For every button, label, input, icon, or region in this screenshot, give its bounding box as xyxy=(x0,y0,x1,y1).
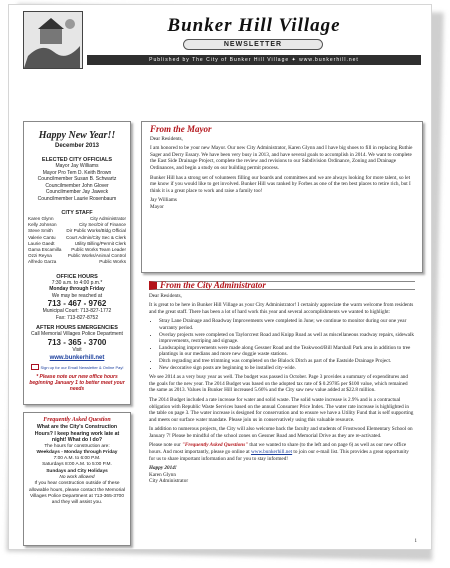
faq-question: What are the City's Construction Hours? I keep hearing work late at night! What do I do? xyxy=(34,424,120,443)
sidebar-info-box xyxy=(23,121,131,405)
hours-line: 7:30 a.m. to 4:00 p.m.* xyxy=(51,279,103,286)
administrator-letter xyxy=(141,277,423,548)
publisher-bar: Published by The City of Bunker Hill Village ✦ www.bunkerhill.net xyxy=(87,55,421,65)
staff-role: Dir Public Works/Bldg Official xyxy=(66,228,126,234)
admin-closing: Happy 2014! xyxy=(149,465,177,472)
mayor-signature-title: Mayor xyxy=(150,203,164,210)
faq-line: Sundays and City Holidays xyxy=(46,468,108,474)
website-link[interactable]: www.bunkerhill.net xyxy=(250,449,293,456)
newsletter-title: Bunker Hill Village xyxy=(167,15,341,36)
note-text: Please note our xyxy=(149,442,182,449)
list-item: • Ditch regrading and tree trimming was completed on the Blalock Ditch as part of the Eastside Drainage Project. xyxy=(159,358,415,365)
staff-name: Valerie Cantu xyxy=(28,234,56,240)
admin-paragraph xyxy=(149,442,415,462)
new-year-greeting: Happy New Year!! xyxy=(38,130,116,141)
staff-role: Public Works/Animal Control xyxy=(67,253,126,259)
accomplishment-list xyxy=(159,318,415,371)
official-item: Councilmember John Glover xyxy=(45,182,109,189)
administrator-heading: From the City Administrator xyxy=(149,281,415,290)
staff-name: Steve Smith xyxy=(28,228,53,234)
staff-role: Public Works xyxy=(99,259,126,265)
hours-note: * Please note our new office hours beginning January 1 to better meet your needs xyxy=(29,374,125,393)
emergency-heading: AFTER HOURS EMERGENCIES xyxy=(36,325,118,332)
faq-line: The hours for construction are: xyxy=(44,443,110,449)
mayor-paragraph: I am honored to be your new Mayor. Our new City Administrator, Karen Glynn and I have big shoes to fill in replacing Ruthie Sager and Derry Essary. We have been very busy in 2013, and have several goals to accomplish in 2014. We want to complete the East Side Drainage Project, complete the review and revisions to our Subdivision Ordinance, Zoning and Drainage Ordinances, and begin a study on our building permit process. xyxy=(150,145,413,171)
faq-line: Weekdays - Monday through Friday xyxy=(36,449,118,455)
list-item: • Landscaping improvements were made along Gessner Road and the Teakwood/Bill Marshall Park area in addition to tree plantings in our medians and more new doggie waste stations. xyxy=(159,345,415,358)
officials-list xyxy=(28,163,126,202)
court-phone: Municipal Court: 713-827-1772 xyxy=(42,308,112,315)
signup-link[interactable]: Sign up for our Email Newsletter & Online Pay! xyxy=(40,364,124,370)
faq-line: 7:00 A.M. to 6:00 P.M. xyxy=(53,456,101,462)
newsletter-page xyxy=(8,4,432,550)
faq-line: Saturdays 8:00 A.M. to 5:00 P.M. xyxy=(42,462,112,468)
office-hours-heading: OFFICE HOURS xyxy=(56,273,98,280)
masthead xyxy=(23,11,421,73)
admin-paragraph: It is great to be here in Bunker Hill Village as your City Administrator! I certainly appreciate the warm welcome from residents and the great staff. There has been a lot of hard work this year and several accomplishments we wanted to highlight: xyxy=(149,302,414,315)
mayor-paragraph: Bunker Hill has a strong set of volunteers filling our boards and committees and we are always looking for more talent, so let me know if you would like to get involved. Bunker Hill was ranked by Forbes as one of the ten best places to retire rich, but I think it is a great place to work and raise a family too! xyxy=(150,174,411,194)
admin-signature-title: City Administrator xyxy=(149,478,189,485)
page-number: 1 xyxy=(414,539,417,545)
mayor-salutation: Dear Residents, xyxy=(150,135,183,142)
staff-row xyxy=(28,259,126,265)
officials-heading: ELECTED CITY OFFICIALS xyxy=(41,157,113,163)
staff-name: Alfredo Garza xyxy=(28,259,57,265)
staff-name: Gama Escamilla xyxy=(28,247,62,253)
faq-box xyxy=(23,412,131,546)
hours-line: We may be reached at xyxy=(51,292,103,299)
staff-role: Public Works Team Leader xyxy=(71,247,126,253)
staff-name: Laurie Gaedt xyxy=(28,240,55,246)
sidebar xyxy=(23,121,131,546)
staff-role: Utility Billing/Permit Clerk xyxy=(74,240,126,246)
staff-role: Court Admin/City Sec & Clerk xyxy=(66,234,126,240)
faq-heading: Frequently Asked Question xyxy=(43,417,111,423)
note-text: to join our e-mail list. This provides a great opportunity for us to share important information and for you to stay informed! xyxy=(149,449,409,462)
official-item: Councilmember Susan B. Schwartz xyxy=(37,176,117,182)
note-text: that we wanted to share (to the left and on page 6) as well as our new office hours. And most importantly, please go online at xyxy=(149,442,407,456)
fax-number: Fax: 713-827-8752 xyxy=(55,314,99,321)
official-item: Councilmember Jay Jaweck xyxy=(45,189,109,195)
mayor-signature-name: Jay Williams xyxy=(150,197,177,204)
official-item: Mayor Pro Tem D. Keith Brown xyxy=(42,169,112,176)
faq-reference: "Frequently Asked Questions" xyxy=(182,442,249,449)
staff-heading: CITY STAFF xyxy=(61,210,93,216)
newsletter-signup[interactable] xyxy=(28,364,126,370)
envelope-icon xyxy=(31,364,39,370)
staff-list xyxy=(28,216,126,266)
main-phone: 713 - 467 - 9762 xyxy=(47,299,107,309)
staff-name: Kelly Johnson xyxy=(28,222,57,228)
list-item: • Overlay projects were completed on Taylorcrest Road and Knipp Road as well as miscellaneous roadway repairs, sidewalk improvements, restriping and signage. xyxy=(159,332,415,345)
official-item: Mayor Jay Williams xyxy=(55,163,99,169)
website-link[interactable]: www.bunkerhill.net xyxy=(49,355,105,362)
admin-paragraph: The 2014 Budget included a rate increase for water and solid waste. The solid waste increase is 2.9% and is a contractual obligation with Republic Waste Services based on the annual Consumer Price Index. The water rate increase is highlighted in the table on page 3. The water increase is designed for conservation and to ensure we have a Utility Fund that is self supporting and meets our surface water mandate. Please join us in conservatively using this valuable resource. xyxy=(149,396,414,423)
admin-signature-name: Karen Glynn xyxy=(149,471,176,478)
mayor-letter xyxy=(141,121,423,273)
staff-name: Ozzi Reyna xyxy=(28,253,52,259)
list-item: • New decorative sign posts are beginning to be installed city-wide. xyxy=(159,365,415,372)
police-phone: 713 - 365 - 3700 xyxy=(47,337,107,347)
masthead-illustration xyxy=(23,11,83,69)
mayor-heading: From the Mayor xyxy=(150,124,212,134)
staff-name: Karen Glynn xyxy=(28,216,54,221)
staff-role: City Administrator xyxy=(90,216,126,221)
faq-line: No work allowed xyxy=(59,474,95,480)
staff-role: City Sec/Dir of Finance xyxy=(79,222,126,228)
admin-salutation: Dear Residents, xyxy=(149,292,182,299)
visit-label: Visit xyxy=(72,346,82,353)
emergency-text: Call Memorial Villages Police Department xyxy=(31,331,123,338)
admin-paragraph: In addition to numerous projects, the City will also welcome back the faculty and students of Frostwood Elementary School on January 7! Please be mindful of the school zones on Gessner Road and Memorial Drive as they are re-activated. xyxy=(149,426,413,439)
newsletter-subtitle: NEWSLETTER xyxy=(183,39,323,50)
admin-paragraph: We see 2014 as a very busy year as well. The budget was passed in October. Page 3 provides a summary of expenditures and the goals for the new year. The 2014 Budget was based on the adopted tax rate of $ 0.29785 per $100 value, which remained the same as 2013. Values in Bunker Hill increased 5.66% and the City saw new value added at $22.8 million. xyxy=(149,374,408,394)
faq-line: If you hear construction outside of these allowable hours, please contact the Memorial Villages Police Department at 713-365-3700 and they will assist you. xyxy=(29,481,125,506)
official-item: Councilmember Laurie Rosenbaum xyxy=(37,195,117,202)
hours-line: Monday through Friday xyxy=(49,286,105,293)
list-item: • Stray Lane Drainage and Roadway Improvements were completed in June; we continue to monitor during our one year warranty period. xyxy=(159,318,415,331)
issue-month: December 2013 xyxy=(54,143,100,149)
